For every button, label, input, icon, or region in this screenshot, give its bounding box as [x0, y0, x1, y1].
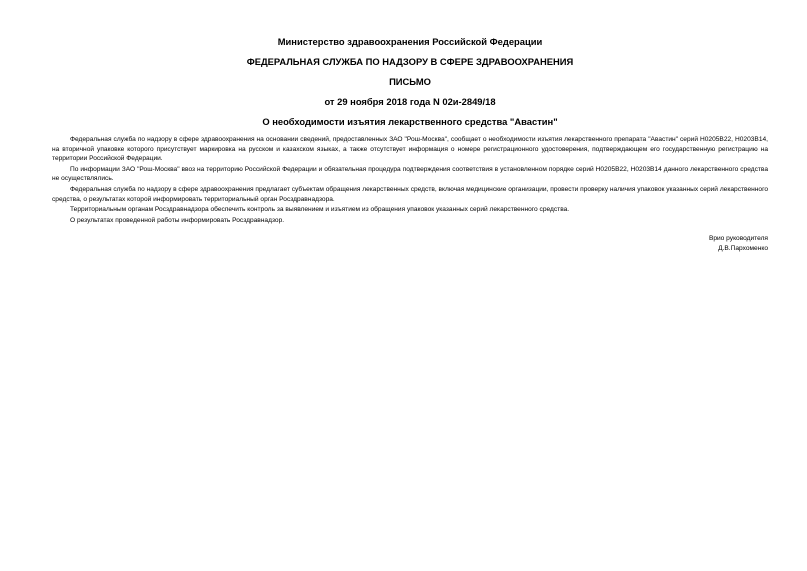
document-date-number: от 29 ноября 2018 года N 02и-2849/18 [324, 96, 496, 107]
document-page [52, 36, 768, 254]
document-body [52, 135, 768, 225]
ministry-name: Министерство здравоохранения Российской Федерации [277, 36, 543, 47]
document-type: ПИСЬМО [389, 76, 431, 87]
paragraph-2: По информации ЗАО "Рош-Москва" ввоз на территорию Российской Федерации и обязательная процедура подтверждения соответствия в установленном порядке серий H0205B22, H0203B14 данного лекарственного средства не осуществлялись. [52, 165, 768, 183]
signature-block [52, 234, 768, 253]
paragraph-1: Федеральная служба по надзору в сфере здравоохранения на основании сведений, предоставленных ЗАО "Рош-Москва", сообщает о необходимости изъятия лекарственного препарата "Авастин" серий H0205B22, H0203B14, на вторичной упаковке которого присутствует маркировка на русском и казахском языках, а также отсутствует информация о номере регистрационного удостоверения, подтверждающем его государственную регистрацию на территории Российской Федерации. [52, 136, 768, 163]
paragraph-3: Федеральная служба по надзору в сфере здравоохранения предлагает субъектам обращения лекарственных средств, включая медицинские организации, провести проверку наличия упаковок указанных серий лекарственного средства, о результатах которой информировать территориальный орган Росздравнадзора. [52, 185, 768, 203]
paragraph-5: О результатах проведенной работы информировать Росздравнадзор. [70, 216, 285, 224]
signatory-name: Д.В.Пархоменко [718, 244, 768, 252]
signatory-position: Врио руководителя [708, 235, 768, 243]
paragraph-4: Территориальным органам Росздравнадзора обеспечить контроль за выявлением и изъятием из обращения упаковок указанных серий лекарственного средства. [70, 206, 570, 214]
document-subject: О необходимости изъятия лекарственного средства "Авастин" [262, 116, 558, 127]
service-name: ФЕДЕРАЛЬНАЯ СЛУЖБА ПО НАДЗОРУ В СФЕРЕ ЗДРАВООХРАНЕНИЯ [246, 56, 574, 67]
